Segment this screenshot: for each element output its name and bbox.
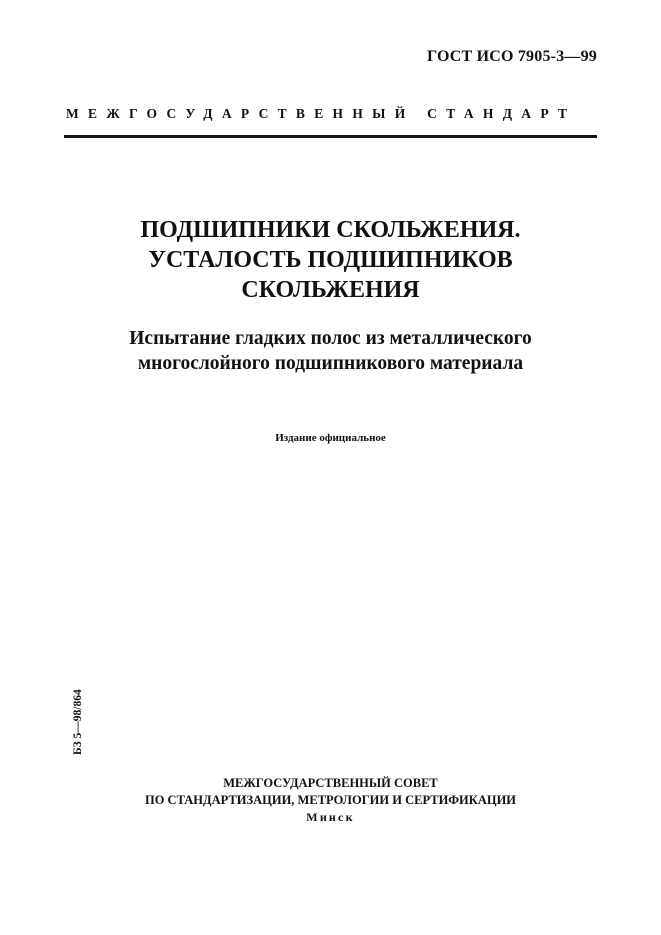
subtitle-line: многослойного подшипникового материала bbox=[137, 353, 524, 374]
header-rule bbox=[64, 135, 597, 138]
title-line: УСТАЛОСТЬ ПОДШИПНИКОВ bbox=[148, 247, 513, 273]
subtitle-line: Испытание гладких полос из металлического bbox=[129, 328, 532, 349]
document-subtitle bbox=[0, 326, 661, 376]
edition-note: Издание официальное bbox=[275, 432, 386, 444]
side-registration-code: БЗ 5—98/864 bbox=[72, 689, 84, 755]
publisher-block bbox=[0, 775, 661, 826]
publisher-line: МЕЖГОСУДАРСТВЕННЫЙ СОВЕТ bbox=[223, 776, 438, 790]
document-code: ГОСТ ИСО 7905-3—99 bbox=[426, 48, 597, 65]
publisher-city: Минск bbox=[306, 810, 355, 824]
document-title bbox=[0, 215, 661, 305]
title-line: СКОЛЬЖЕНИЯ bbox=[241, 277, 420, 303]
standard-type-heading: МЕЖГОСУДАРСТВЕННЫЙ СТАНДАРТ bbox=[66, 106, 577, 121]
title-line: ПОДШИПНИКИ СКОЛЬЖЕНИЯ. bbox=[140, 217, 521, 243]
publisher-line: ПО СТАНДАРТИЗАЦИИ, МЕТРОЛОГИИ И СЕРТИФИКАЦИИ bbox=[144, 793, 517, 807]
